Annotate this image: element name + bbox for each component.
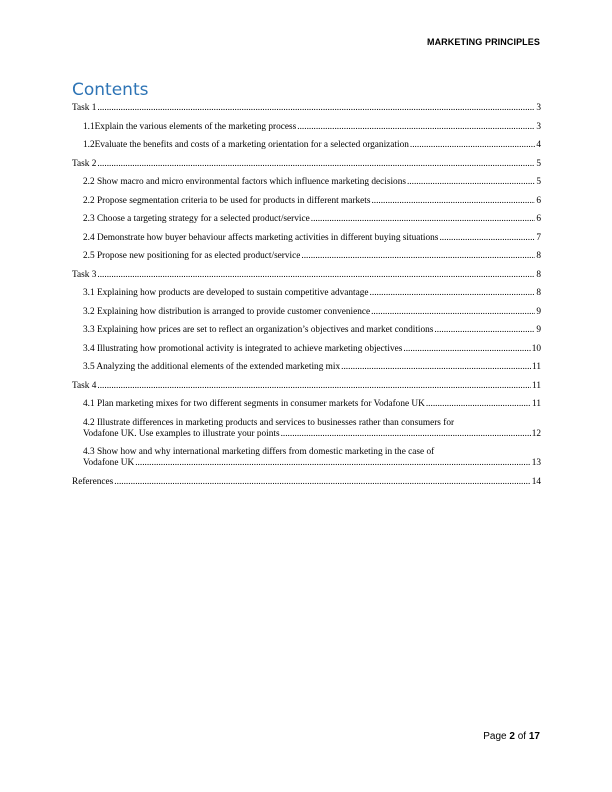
toc-dot-leader xyxy=(97,270,535,281)
toc-entry[interactable] xyxy=(72,399,541,410)
toc-entry-page-number: 3 xyxy=(536,121,541,132)
toc-entry-row xyxy=(83,288,541,299)
toc-entry-page-number: 6 xyxy=(536,195,541,206)
toc-dot-leader xyxy=(341,362,531,373)
toc-entry-row xyxy=(83,251,541,262)
toc-entry-text: Vodafone UK. Use examples to illustrate your points xyxy=(83,428,280,439)
toc-entry[interactable] xyxy=(72,233,541,244)
toc-entry-row xyxy=(83,458,541,469)
toc-entry-page-number: 8 xyxy=(536,251,541,261)
toc-entry-row xyxy=(72,159,541,170)
toc-entry-row xyxy=(83,214,541,225)
toc-entry-number: 1.1 xyxy=(83,121,95,132)
toc-dot-leader xyxy=(426,399,531,410)
toc-entry-page-number: 8 xyxy=(536,288,541,298)
of-label: of xyxy=(517,731,527,742)
toc-entry-page-number: 10 xyxy=(531,343,541,354)
toc-dot-leader xyxy=(410,140,535,151)
toc-entry-row xyxy=(83,177,541,188)
toc-entry-row xyxy=(83,196,541,207)
toc-entry-page-number: 9 xyxy=(536,306,541,317)
toc-entry-number: 1.2 xyxy=(83,140,95,150)
toc-entry[interactable] xyxy=(72,122,541,133)
current-page-number: 2 xyxy=(509,731,515,742)
toc-entry-text: 3.4 Illustrating how promotional activity is integrated to achieve marketing objectives xyxy=(83,343,403,354)
contents-heading: Contents xyxy=(72,80,149,100)
toc-dot-leader xyxy=(97,381,531,392)
toc-entry-text: 3.2 Explaining how distribution is arranged to provide customer convenience xyxy=(83,306,371,317)
toc-entry[interactable] xyxy=(72,159,541,170)
toc-entry[interactable] xyxy=(72,270,541,281)
toc-entry[interactable] xyxy=(72,362,541,373)
toc-entry-row xyxy=(72,270,541,281)
toc-entry-text: Evaluate the benefits and costs of a marketing orientation for a selected organization xyxy=(94,140,409,150)
toc-dot-leader xyxy=(371,196,535,207)
toc-entry-row xyxy=(83,362,541,373)
toc-entry-text: 2.5 Propose new positioning for as elected product/service xyxy=(83,251,301,261)
toc-entry-row xyxy=(83,344,541,355)
toc-entry-row xyxy=(72,381,541,392)
toc-entry-text: 3.3 Explaining how prices are set to reflect an organization’s objectives and market conditions xyxy=(83,325,434,335)
toc-entry[interactable] xyxy=(72,103,541,114)
toc-entry-page-number: 11 xyxy=(532,362,541,372)
toc-entry[interactable] xyxy=(72,140,541,151)
toc-entry-row xyxy=(83,399,541,410)
toc-entry-row xyxy=(83,429,541,440)
toc-entry-text: 3.5 Analyzing the additional elements of the extended marketing mix xyxy=(83,362,341,372)
total-page-count: 17 xyxy=(528,731,540,742)
toc-dot-leader xyxy=(97,159,535,170)
toc-entry-page-number: 11 xyxy=(532,399,541,409)
toc-dot-leader xyxy=(403,344,530,355)
running-header: MARKETING PRINCIPLES xyxy=(426,37,540,47)
toc-entry-text: 2.3 Choose a targeting strategy for a selected product/service xyxy=(83,214,310,224)
toc-entry-page-number: 7 xyxy=(536,232,541,243)
toc-entry-text: Task 2 xyxy=(72,158,97,169)
toc-entry-text: Vodafone UK xyxy=(83,458,135,468)
toc-entry-page-number: 8 xyxy=(536,269,541,280)
toc-entry-text: Task 3 xyxy=(72,269,97,280)
toc-entry-text-line1: 4.2 Illustrate differences in marketing products and services to businesses rather than consumers for xyxy=(83,417,455,428)
toc-entry-row xyxy=(83,122,541,133)
toc-entry-row xyxy=(83,233,541,244)
toc-dot-leader xyxy=(135,458,530,469)
toc-entry[interactable] xyxy=(72,381,541,392)
toc-entry[interactable] xyxy=(72,418,541,440)
toc-dot-leader xyxy=(371,307,535,318)
toc-dot-leader xyxy=(439,233,535,244)
toc-entry-page-number: 9 xyxy=(536,325,541,335)
toc-dot-leader xyxy=(97,103,535,114)
toc-entry[interactable] xyxy=(72,447,541,469)
toc-dot-leader xyxy=(301,251,535,262)
toc-dot-leader xyxy=(281,429,531,440)
toc-entry-row xyxy=(83,307,541,318)
toc-entry[interactable] xyxy=(72,344,541,355)
toc-entry[interactable] xyxy=(72,196,541,207)
toc-entry-text: Explain the various elements of the marketing process xyxy=(94,121,297,132)
toc-entry-text: 2.2 Propose segmentation criteria to be used for products in different markets xyxy=(83,195,371,206)
toc-dot-leader xyxy=(114,477,530,488)
toc-entry[interactable] xyxy=(72,307,541,318)
toc-entry[interactable] xyxy=(72,214,541,225)
toc-entry-page-number: 5 xyxy=(536,177,541,187)
toc-entry-row xyxy=(83,325,541,336)
toc-entry-text: Task 1 xyxy=(72,103,97,113)
toc-dot-leader xyxy=(311,214,536,225)
toc-entry-text: 4.1 Plan marketing mixes for two different segments in consumer markets for Vodafone UK xyxy=(83,399,425,409)
toc-entry-text: References xyxy=(72,476,114,487)
toc-entry-text: 2.4 Demonstrate how buyer behaviour affects marketing activities in different buying situations xyxy=(83,232,439,243)
toc-entry-page-number: 6 xyxy=(536,214,541,224)
toc-entry-page-number: 13 xyxy=(531,458,541,468)
toc-entry[interactable] xyxy=(72,251,541,262)
toc-entry-row xyxy=(83,140,541,151)
toc-entry[interactable] xyxy=(72,177,541,188)
toc-entry-text: 3.1 Explaining how products are developed to sustain competitive advantage xyxy=(83,288,369,298)
table-of-contents xyxy=(72,103,541,495)
toc-dot-leader xyxy=(370,288,536,299)
toc-entry-page-number: 12 xyxy=(531,428,541,439)
toc-dot-leader xyxy=(434,325,535,336)
toc-entry-page-number: 4 xyxy=(536,140,541,150)
toc-entry[interactable] xyxy=(72,477,541,488)
page-number-footer xyxy=(483,731,540,742)
toc-entry-page-number: 14 xyxy=(531,476,541,487)
toc-dot-leader xyxy=(407,177,535,188)
toc-entry-page-number: 11 xyxy=(532,380,541,391)
toc-entry-page-number: 3 xyxy=(536,103,541,113)
toc-entry-text-line1: 4.3 Show how and why international marketing differs from domestic marketing in the case of xyxy=(83,447,435,457)
toc-entry-text: Task 4 xyxy=(72,380,97,391)
toc-entry[interactable] xyxy=(72,288,541,299)
toc-entry-page-number: 5 xyxy=(536,158,541,169)
toc-entry-row xyxy=(72,477,541,488)
toc-entry-text: 2.2 Show macro and micro environmental factors which influence marketing decisions xyxy=(83,177,406,187)
page-label: Page xyxy=(483,731,507,742)
toc-entry[interactable] xyxy=(72,325,541,336)
toc-entry-row xyxy=(72,103,541,114)
toc-dot-leader xyxy=(297,122,535,133)
